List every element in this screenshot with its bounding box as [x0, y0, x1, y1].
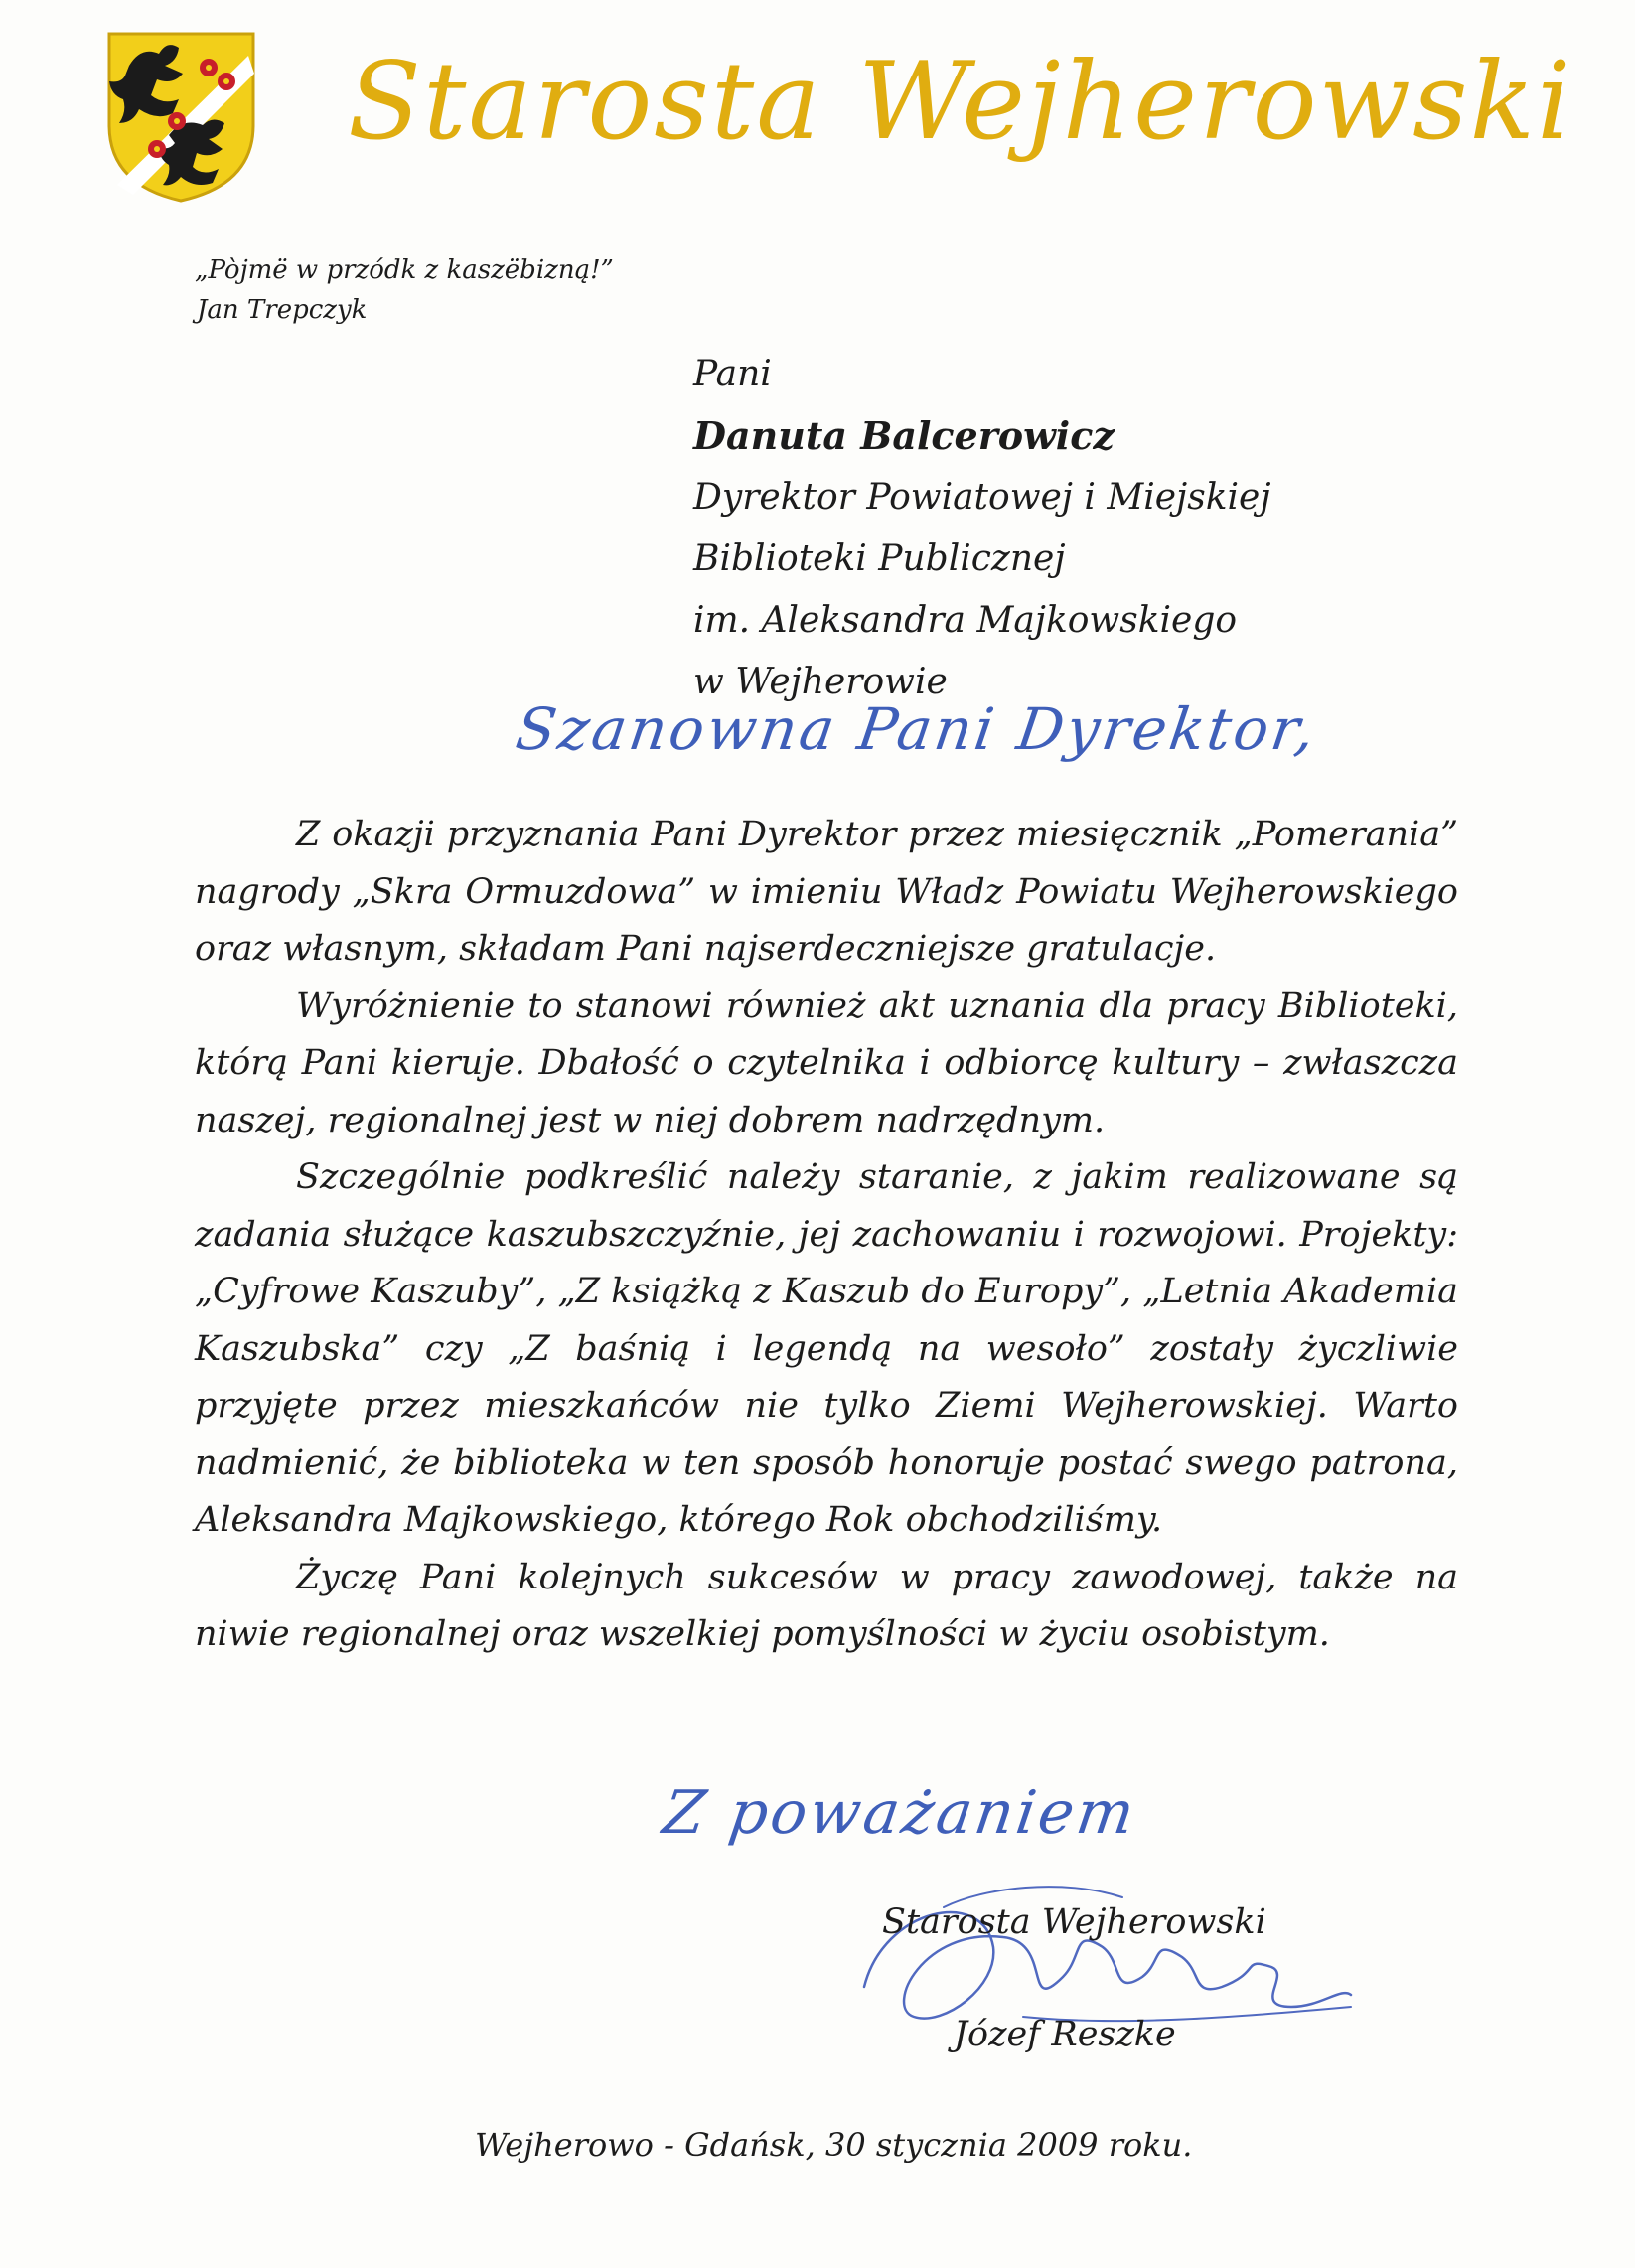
- recipient-address: [693, 344, 1270, 713]
- recipient-position-line: Dyrektor Powiatowej i Miejskiej: [693, 477, 1271, 518]
- handwritten-salutation: Szanowna Pani Dyrektor,: [512, 695, 1322, 763]
- body-paragraph: Z okazji przyznania Pani Dyrektor przez miesięcznik „Pomerania” nagrody „Skra Ormuzdowa” w imieniu Władz Powiatu Wejherowskiego oraz własnym, składam Pani najserdeczniejsze gratulacje.: [195, 815, 1458, 969]
- recipient-position-line: Biblioteki Publicznej: [693, 538, 1066, 579]
- motto-quote: „Pòjmë w przódk z kaszëbizną!”: [195, 255, 614, 285]
- letter-body: [195, 807, 1458, 1664]
- recipient-position-line: w Wejherowie: [693, 662, 948, 702]
- signature-name: Józef Reszke: [954, 2015, 1176, 2054]
- place-and-date: Wejherowo - Gdańsk, 30 stycznia 2009 roku.: [475, 2126, 1193, 2164]
- body-paragraph: Szczególnie podkreślić należy staranie, z jakim realizowane są zadania służące kaszubszczyźnie, jej zachowaniu i rozwojowi. Projekty: „Cyfrowe Kaszuby”, „Z książką z Kaszub do Europy”, „Letnia Akademia Kaszubska” czy „Z baśnią i legendą na wesoło” zostały życzliwie przyjęte przez mieszkańców nie tylko Ziemi Wejherowskiej. Warto nadmienić, że biblioteka w ten sposób honoruje postać swego patrona, Aleksandra Majkowskiego, którego Rok obchodziliśmy.: [195, 1157, 1458, 1540]
- body-paragraph: Wyróżnienie to stanowi również akt uznania dla pracy Biblioteki, którą Pani kieruje. Dbałość o czytelnika i odbiorcę kultury – zwłaszcza naszej, regionalnej jest w niej dobrem nadrzędnym.: [195, 985, 1458, 1140]
- body-paragraph: Życzę Pani kolejnych sukcesów w pracy zawodowej, także na niwie regionalnej oraz wszelkiej pomyślności w życiu osobistym.: [195, 1557, 1458, 1654]
- recipient-position-line: im. Aleksandra Majkowskiego: [693, 600, 1238, 641]
- letterhead-title: Starosta Wejherowski: [348, 40, 1573, 164]
- coat-of-arms-icon: [99, 26, 263, 205]
- motto: [195, 250, 614, 330]
- recipient-honorific: Pani: [693, 354, 772, 394]
- motto-author: Jan Trepczyk: [197, 295, 368, 325]
- handwritten-closing: Z poważaniem: [659, 1778, 1141, 1848]
- recipient-name: Danuta Balcerowicz: [693, 413, 1115, 458]
- signature-title: Starosta Wejherowski: [882, 1902, 1266, 1942]
